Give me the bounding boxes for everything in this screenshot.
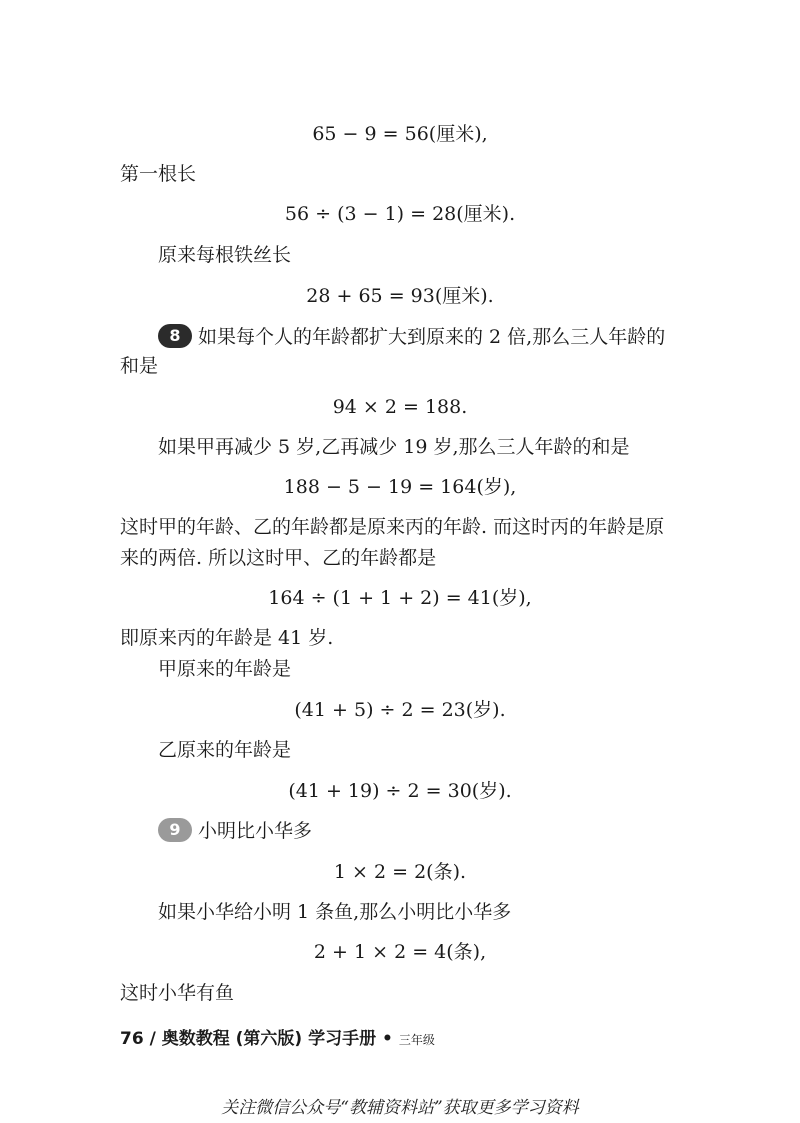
question-9-heading	[158, 818, 312, 844]
page-footer	[120, 1024, 435, 1049]
question-8-heading	[158, 324, 665, 350]
text-line: 和是	[120, 355, 159, 377]
watermark-text: 关注微信公众号“教辅资料站”获取更多学习资料	[221, 1098, 579, 1118]
text-line: 第一根长	[120, 163, 197, 185]
text-line: 即原来丙的年龄是 41 岁.	[120, 627, 334, 649]
equation-line: 65 − 9 = 56(厘米),	[312, 123, 488, 145]
equation-line: 2 + 1 × 2 = 4(条),	[313, 941, 487, 963]
book-title: / 奥数教程 (第六版) 学习手册 •	[149, 1029, 393, 1049]
equation-line: 28 + 65 = 93(厘米).	[306, 285, 494, 307]
equation-line: 56 ÷ (3 − 1) = 28(厘米).	[284, 203, 516, 225]
equation-line: 188 − 5 − 19 = 164(岁),	[283, 476, 517, 498]
equation-line: (41 + 19) ÷ 2 = 30(岁).	[288, 780, 512, 802]
question-number-badge: 8	[158, 324, 192, 348]
text-line: 如果小华给小明 1 条鱼,那么小明比小华多	[158, 901, 512, 923]
question-number-badge: 9	[158, 818, 192, 842]
equation-line: 1 × 2 = 2(条).	[333, 861, 467, 883]
text-line: 来的两倍. 所以这时甲、乙的年龄都是	[120, 547, 437, 569]
text-line: 乙原来的年龄是	[158, 739, 292, 761]
text-line: 如果甲再减少 5 岁,乙再减少 19 岁,那么三人年龄的和是	[158, 436, 630, 458]
question-text: 小明比小华多	[198, 820, 313, 842]
question-text: 如果每个人的年龄都扩大到原来的 2 倍,那么三人年龄的	[198, 326, 666, 348]
text-line: 这时甲的年龄、乙的年龄都是原来丙的年龄. 而这时丙的年龄是原	[120, 516, 665, 538]
text-line: 甲原来的年龄是	[158, 658, 292, 680]
text-line: 原来每根铁丝长	[158, 244, 292, 266]
page-number: 76	[120, 1029, 144, 1049]
grade-label: 三年级	[398, 1033, 435, 1047]
equation-line: 164 ÷ (1 + 1 + 2) = 41(岁),	[268, 587, 532, 609]
text-line: 这时小华有鱼	[120, 982, 235, 1004]
equation-line: 94 × 2 = 188.	[332, 396, 468, 418]
equation-line: (41 + 5) ÷ 2 = 23(岁).	[294, 699, 506, 721]
